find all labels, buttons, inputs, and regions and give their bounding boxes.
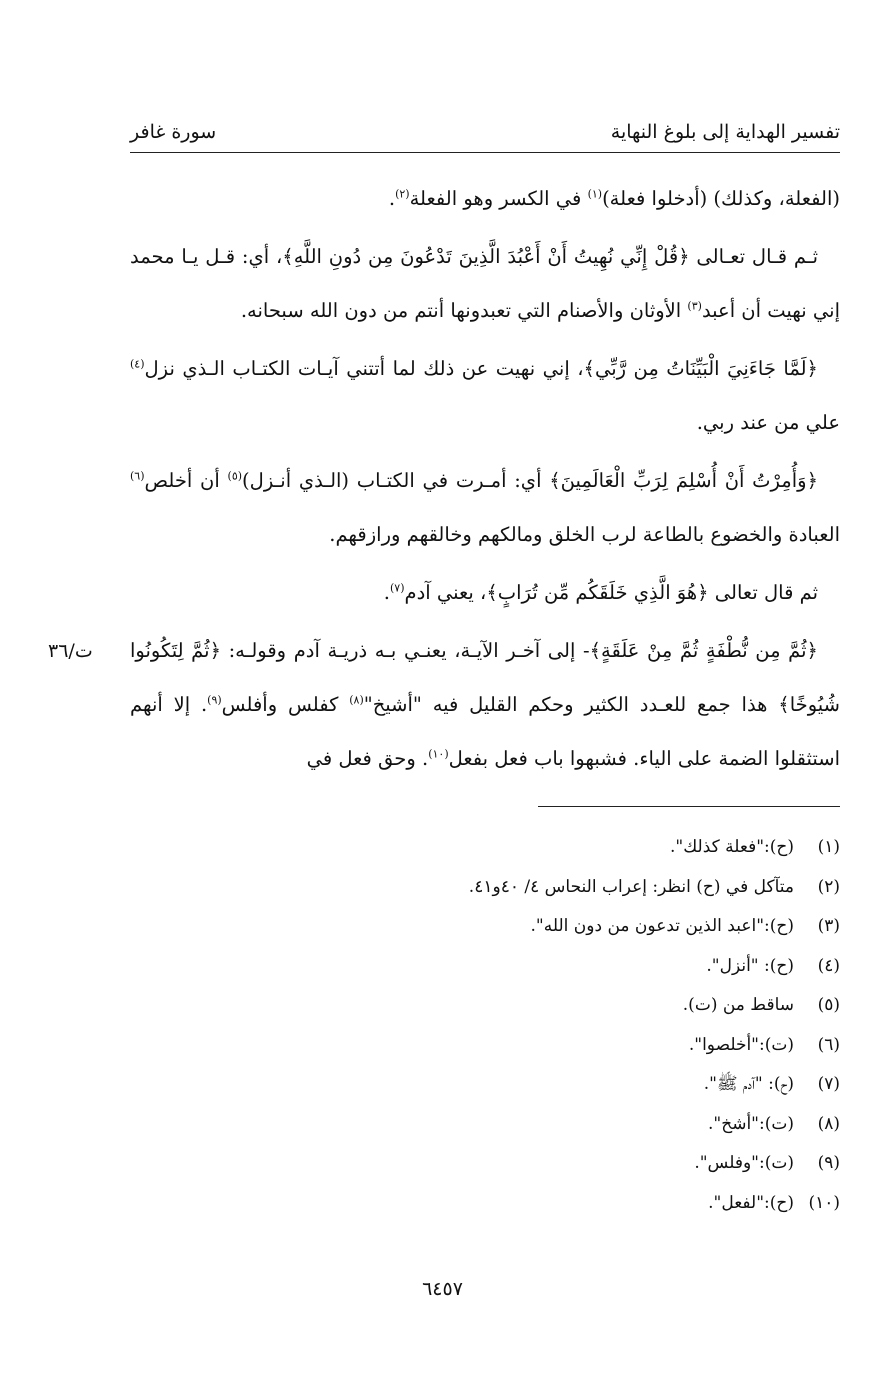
footnote-item (130, 868, 840, 908)
quran-verse: ﴿وَأُمِرْتُ أَنْ أُسْلِمَ لِرَبِّ الْعَالَمِينَ﴾ (549, 469, 819, 492)
footnote-item (130, 947, 840, 987)
footnote-text: ساقط من (ت). (682, 995, 794, 1015)
footnote-text: (ت):"أخلصوا". (688, 1034, 794, 1055)
footnote-item (130, 828, 840, 868)
quran-verse: ﴿هُوَ الَّذِي خَلَقَكُم مِّن تُرَابٍ﴾ (486, 581, 709, 604)
footnote-ref[interactable]: (٧) (390, 581, 405, 595)
paragraph-4 (130, 454, 840, 562)
text-run: علي من عند ربي. (696, 411, 840, 434)
footnote-number: (٨) (817, 1113, 840, 1134)
footnotes (130, 828, 840, 1223)
text-run: . وحق فعل في (306, 747, 429, 770)
running-header (130, 112, 840, 152)
text-run: ثـم قـال تعـالى (689, 245, 819, 268)
footnote-ref[interactable]: (٦) (130, 469, 145, 483)
surah-name: سورة غافر (130, 121, 217, 143)
footnote-text: (ح): "أنزل". (706, 955, 794, 976)
footnote-text: (ح):"لفعل". (708, 1192, 794, 1213)
paragraph-3 (130, 342, 840, 450)
paragraph-1 (130, 172, 840, 226)
text-run: الأوثان والأصنام التي تعبدونها أنتم من دون الله سبحانه. (240, 299, 688, 322)
quran-verse: ﴿لَمَّا جَاءَنِيَ الْبَيِّنَاتُ مِن رَّبِّي﴾ (583, 357, 818, 380)
paragraph-2 (130, 230, 840, 338)
footnote-number: (٦) (817, 1034, 840, 1055)
text-run: كفلس وأفلس (221, 693, 350, 716)
footnote-ref[interactable]: (١) (587, 187, 603, 201)
footnote-item (130, 1105, 840, 1145)
main-text (130, 172, 840, 786)
text-run: . (388, 187, 396, 210)
footnote-ref[interactable]: (٩) (207, 693, 222, 707)
footnote-item (130, 1026, 840, 1066)
footnote-text: (ح):"اعبد الذين تدعون من دون الله". (530, 916, 794, 936)
footnote-divider (538, 806, 840, 807)
paragraph-6 (130, 624, 840, 786)
footnote-item (130, 1065, 840, 1105)
footnote-item (130, 1144, 840, 1184)
text-run: . (383, 581, 390, 604)
footnote-number: (١) (817, 837, 840, 857)
footnote-number: (٣) (817, 916, 840, 936)
footnote-ref[interactable]: (٤) (130, 357, 145, 371)
footnote-text: متآكل في (ح) انظر: إعراب النحاس ٤/ ٤٠و٤١. (468, 876, 794, 897)
footnote-ref[interactable]: (١٠) (428, 747, 449, 761)
footnote-ref[interactable]: (٥) (227, 469, 243, 483)
paragraph-5 (130, 566, 840, 620)
footnote-text: (ت):"أشخ". (708, 1113, 794, 1134)
footnote-ref[interactable]: (٢) (395, 187, 410, 201)
text-run: ، أي: قـل يـا محمد إني نهيت أن أعبد (130, 245, 840, 322)
book-title: تفسير الهداية إلى بلوغ النهاية (610, 121, 840, 143)
footnote-number: (١٠) (808, 1192, 840, 1213)
footnote-number: (٢) (817, 876, 840, 897)
quran-verse: ﴿قُلْ إِنِّي نُهِيتُ أَنْ أَعْبُدَ الَّذِينَ تَدْعُونَ مِن دُونِ اللَّهِ﴾ (282, 245, 690, 268)
footnote-number: (٤) (817, 955, 840, 976)
text-run: في الكسر وهو الفعلة (409, 187, 588, 210)
text-run: ، يعني آدم (404, 581, 487, 604)
quran-verse: ﴿ثُمَّ لِتَكُونُوا شُيُوخًا﴾ (130, 639, 840, 716)
text-run: - إلى آخـر الآيـة، يعنـي بـه ذريـة آدم وقولـه: (221, 639, 590, 662)
text-run: أن أخلص (144, 469, 228, 492)
text-run: ، إني نهيت عن ذلك لما أتتني آيـات الكتـاب الـذي نزل (144, 357, 584, 380)
footnote-item (130, 1184, 840, 1224)
quran-verse: ﴿ثُمَّ مِن نُّطْفَةٍ ثُمَّ مِنْ عَلَقَةٍ﴾ (589, 639, 818, 662)
header-divider (130, 152, 840, 153)
footnote-number: (٧) (817, 1074, 840, 1094)
text-run: هذا جمع للعـدد الكثير وحكم القليل فيه "أشيخ" (363, 693, 779, 716)
footnote-number: (٩) (817, 1153, 840, 1173)
text-run: (الفعلة، وكذلك) (أدخلوا فعلة) (602, 187, 840, 210)
footnote-text: (ت):"وفلس". (694, 1153, 794, 1173)
footnote-text: (ح): "آدم ﷺ". (703, 1074, 794, 1094)
text-run: أي: أمـرت في الكتـاب (الـذي أنـزل) (242, 469, 550, 492)
footnote-text: (ح):"فعلة كذلك". (669, 837, 794, 857)
footnote-ref[interactable]: (٨) (349, 693, 364, 707)
footnote-number: (٥) (817, 995, 840, 1015)
manuscript-margin-note: ت/٣٦ (48, 640, 93, 662)
footnote-item (130, 986, 840, 1026)
footnote-item (130, 907, 840, 947)
text-run: . إلا أنهم استثقلوا الضمة على الياء. فشبهوا باب فعل بفعل (130, 693, 840, 770)
footnote-ref[interactable]: (٣) (687, 299, 702, 313)
text-run: العبادة والخضوع بالطاعة لرب الخلق ومالكهم وخالقهم ورازقهم. (329, 523, 840, 546)
page-number: ٦٤٥٧ (422, 1278, 463, 1300)
text-run: ثم قال تعالى (708, 581, 818, 604)
